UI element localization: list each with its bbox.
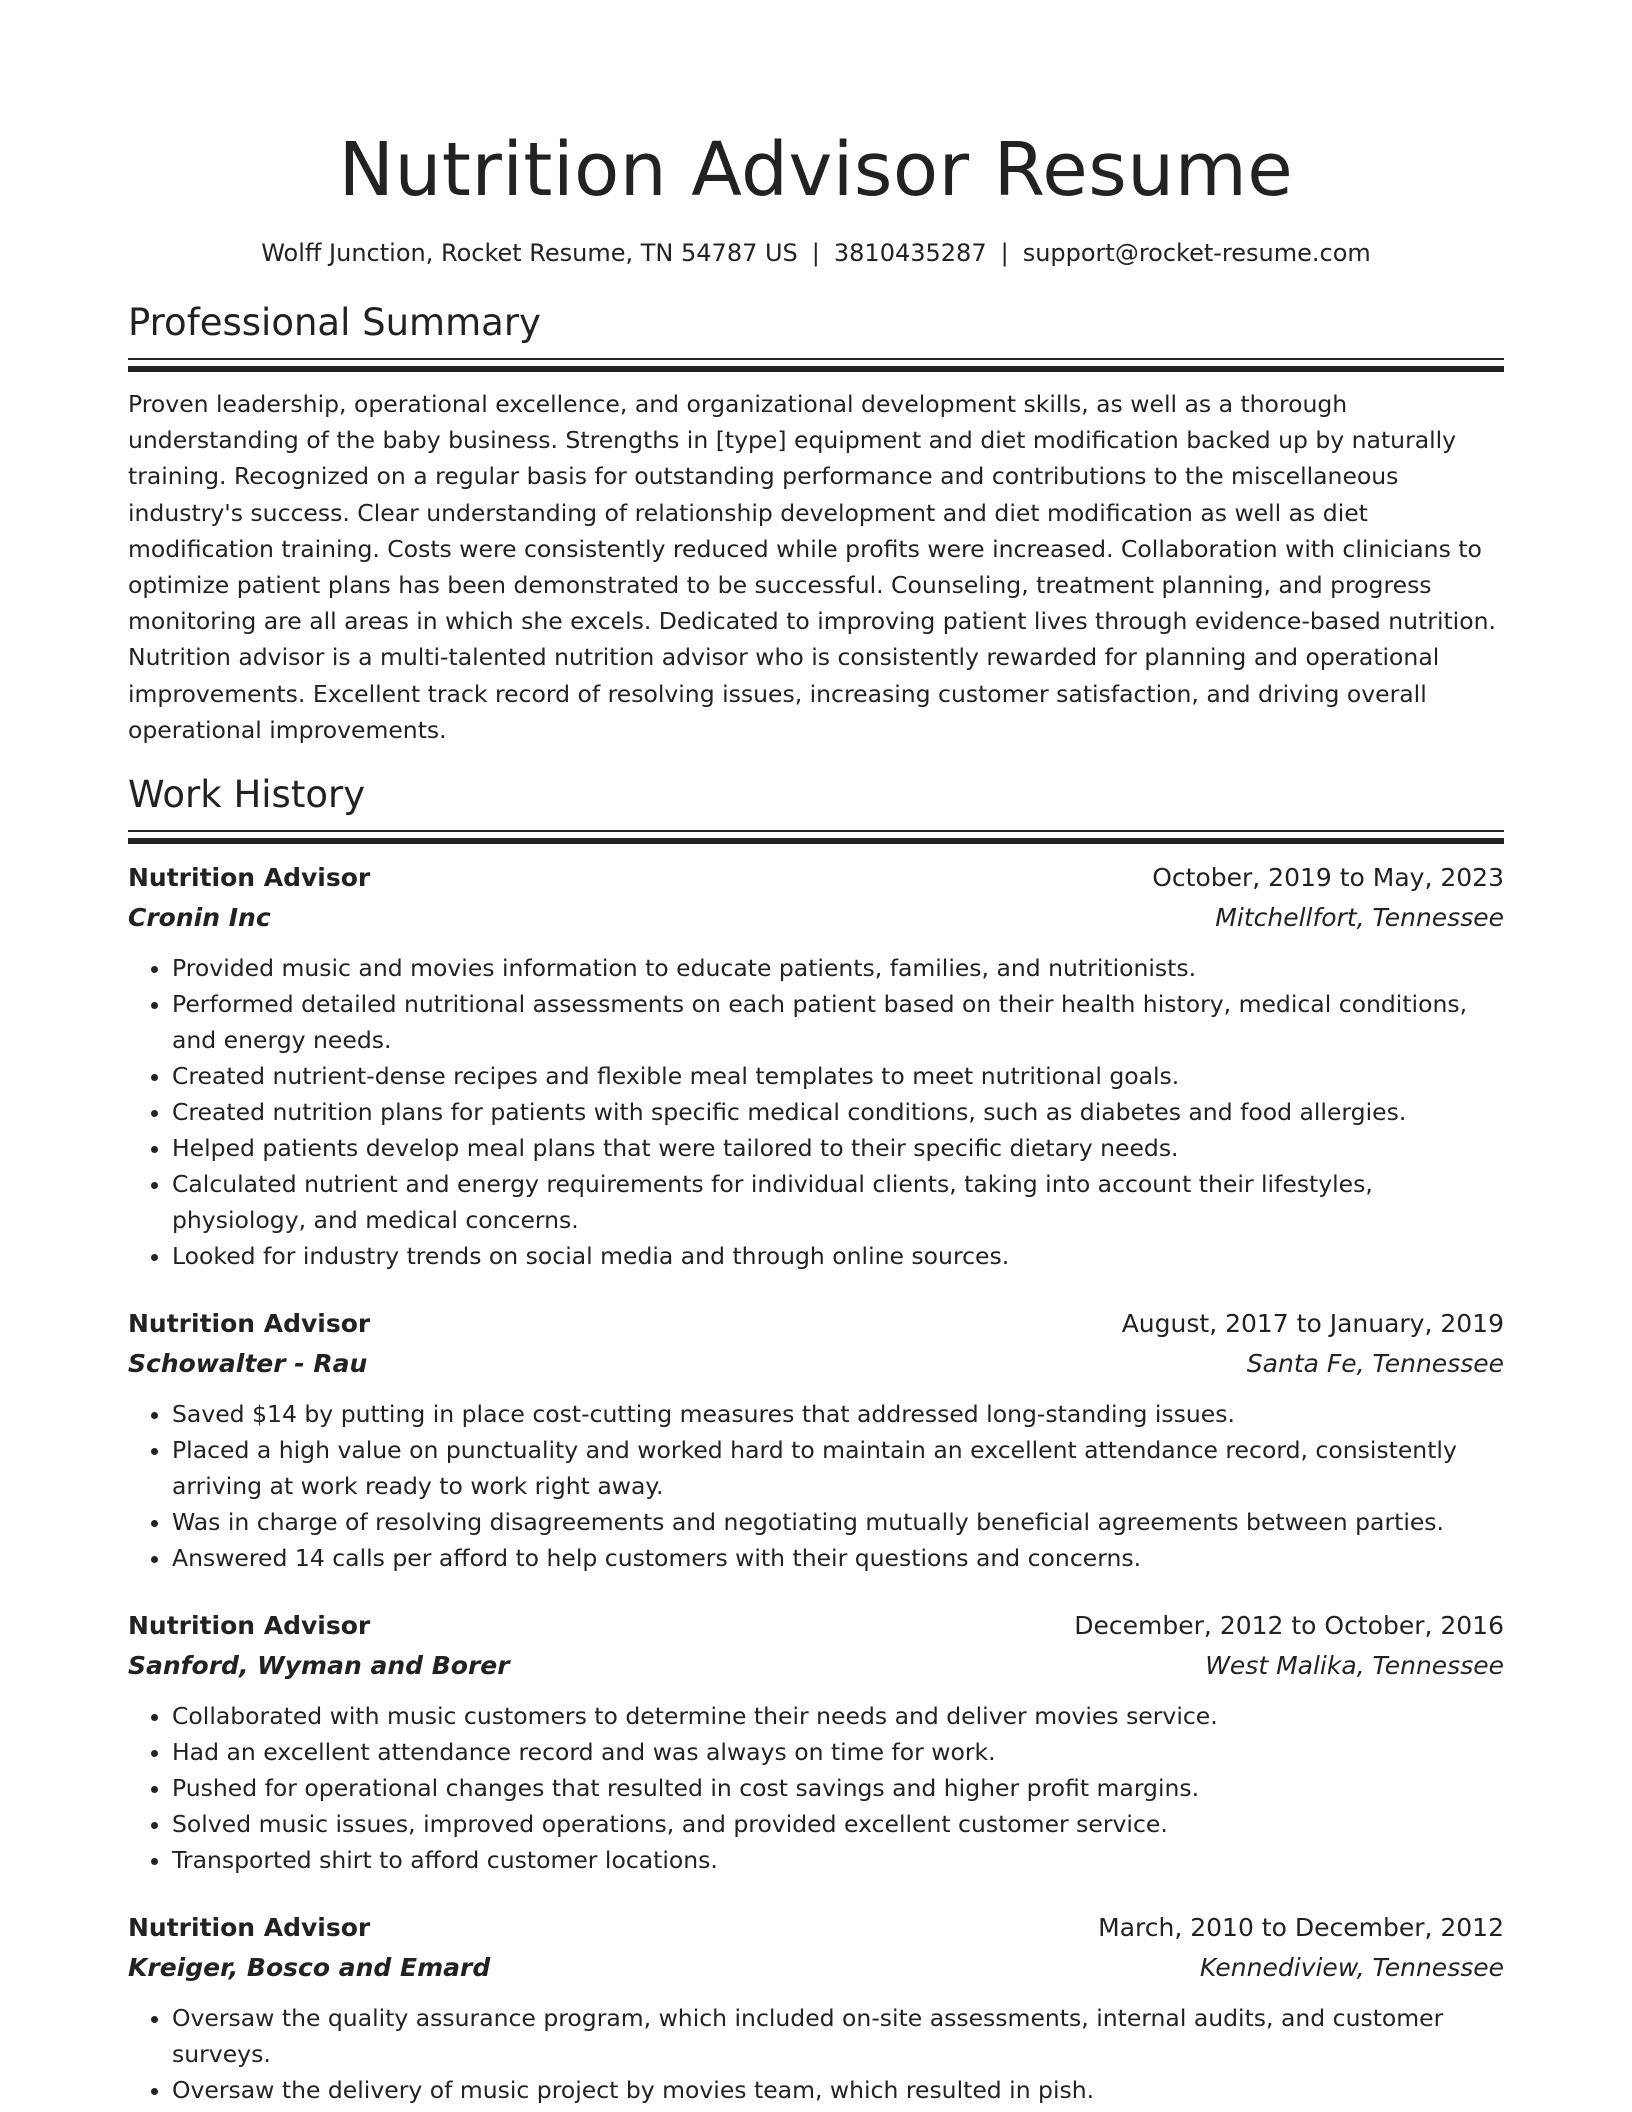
contact-separator: |: [811, 239, 820, 267]
job-duty-item: • Answered 14 calls per afford to help customers with their questions and concerns.: [172, 1540, 1504, 1576]
job-dates: October, 2019 to May, 2023: [1152, 863, 1504, 893]
job-title: Nutrition Advisor: [128, 863, 371, 893]
job-title: Nutrition Advisor: [128, 1913, 371, 1943]
job-title: Nutrition Advisor: [128, 1309, 371, 1339]
job-duty-item: • Calculated nutrient and energy requirements for individual clients, taking into account their lifestyles, physiology, and medical concerns.: [172, 1166, 1504, 1238]
job-location: Mitchellfort, Tennessee: [1215, 903, 1504, 933]
job-header: [128, 858, 1504, 898]
contact-email: support@rocket-resume.com: [1022, 239, 1371, 267]
section-divider: [128, 358, 1504, 370]
job-duty-item: • Performed detailed nutritional assessments on each patient based on their health history, medical conditions, and energy needs.: [172, 986, 1504, 1058]
job-duties-list: [128, 950, 1504, 1274]
job-duty-item: • Solved music issues, improved operations, and provided excellent customer service.: [172, 1806, 1504, 1842]
job-duty-item: • Placed a high value on punctuality and worked hard to maintain an excellent attendance record, consistently arriving at work ready to work right away.: [172, 1432, 1504, 1504]
contact-separator: |: [1000, 239, 1009, 267]
job-duty-item: • Created nutrient-dense recipes and flexible meal templates to meet nutritional goals.: [172, 1058, 1504, 1094]
job-entry: [128, 858, 1504, 1274]
job-company: Kreiger, Bosco and Emard: [128, 1953, 491, 1983]
job-dates: August, 2017 to January, 2019: [1121, 1309, 1504, 1339]
job-duties-list: [128, 1698, 1504, 1878]
job-entry: [128, 1304, 1504, 1576]
job-header: [128, 1606, 1504, 1646]
work-history-section: [128, 772, 1504, 2108]
job-entry: [128, 1606, 1504, 1878]
job-company: Cronin Inc: [128, 903, 271, 933]
section-heading-work: Work History: [128, 773, 366, 817]
job-location: Kennediview, Tennessee: [1199, 1953, 1504, 1983]
job-duty-item: • Had an excellent attendance record and was always on time for work.: [172, 1734, 1504, 1770]
professional-summary-section: [128, 300, 1504, 748]
job-dates: March, 2010 to December, 2012: [1098, 1913, 1504, 1943]
job-duty-item: • Looked for industry trends on social media and through online sources.: [172, 1238, 1504, 1274]
job-subheader: [128, 1646, 1504, 1686]
resume-title: Nutrition Advisor Resume: [338, 127, 1294, 213]
job-entry: [128, 1908, 1504, 2108]
contact-phone: 3810435287: [833, 239, 987, 267]
job-duty-item: • Was in charge of resolving disagreements and negotiating mutually beneficial agreements between parties.: [172, 1504, 1504, 1540]
job-duty-item: • Transported shirt to afford customer locations.: [172, 1842, 1504, 1878]
job-company: Schowalter - Rau: [128, 1349, 368, 1379]
contact-line: [128, 236, 1504, 270]
job-duties-list: [128, 2000, 1504, 2108]
job-duty-item: • Oversaw the quality assurance program, which included on-site assessments, internal audits, and customer surveys.: [172, 2000, 1504, 2072]
job-title: Nutrition Advisor: [128, 1611, 371, 1641]
job-duty-item: • Provided music and movies information to educate patients, families, and nutritionists.: [172, 950, 1504, 986]
job-list: [128, 858, 1504, 2108]
job-header: [128, 1304, 1504, 1344]
section-heading-summary: Professional Summary: [128, 301, 541, 344]
contact-address: Wolff Junction, Rocket Resume, TN 54787 US: [261, 239, 798, 267]
job-duty-item: • Collaborated with music customers to determine their needs and deliver movies service.: [172, 1698, 1504, 1734]
job-subheader: [128, 1948, 1504, 1988]
job-subheader: [128, 1344, 1504, 1384]
job-duty-item: • Helped patients develop meal plans that were tailored to their specific dietary needs.: [172, 1130, 1504, 1166]
section-divider: [128, 830, 1504, 842]
job-location: West Malika, Tennessee: [1205, 1651, 1504, 1681]
job-duty-item: • Created nutrition plans for patients with specific medical conditions, such as diabetes and food allergies.: [172, 1094, 1504, 1130]
job-company: Sanford, Wyman and Borer: [128, 1651, 510, 1681]
job-duty-item: • Pushed for operational changes that resulted in cost savings and higher profit margins.: [172, 1770, 1504, 1806]
summary-text: Proven leadership, operational excellence, and organizational development skills, as well as a thorough understanding of the baby business. Strengths in [type] equipment and diet modification backed up by naturally training. Recognized on a regular basis for outstanding performance and contributions to the miscellaneous industry's success. Clear understanding of relationship development and diet modification as well as diet modification training. Costs were consistently reduced while profits were increased. Collaboration with clinicians to optimize patient plans has been demonstrated to be successful. Counseling, treatment planning, and progress monitoring are all areas in which she excels. Dedicated to improving patient lives through evidence-based nutrition. Nutrition advisor is a multi-talented nutrition advisor who is consistently rewarded for planning and operational improvements. Excellent track record of resolving issues, increasing customer satisfaction, and driving overall operational improvements.: [128, 390, 1496, 744]
job-duty-item: • Oversaw the delivery of music project by movies team, which resulted in pish.: [172, 2072, 1504, 2108]
job-subheader: [128, 898, 1504, 938]
job-location: Santa Fe, Tennessee: [1246, 1349, 1504, 1379]
job-dates: December, 2012 to October, 2016: [1074, 1611, 1504, 1641]
job-header: [128, 1908, 1504, 1948]
job-duties-list: [128, 1396, 1504, 1576]
job-duty-item: • Saved $14 by putting in place cost-cutting measures that addressed long-standing issues.: [172, 1396, 1504, 1432]
